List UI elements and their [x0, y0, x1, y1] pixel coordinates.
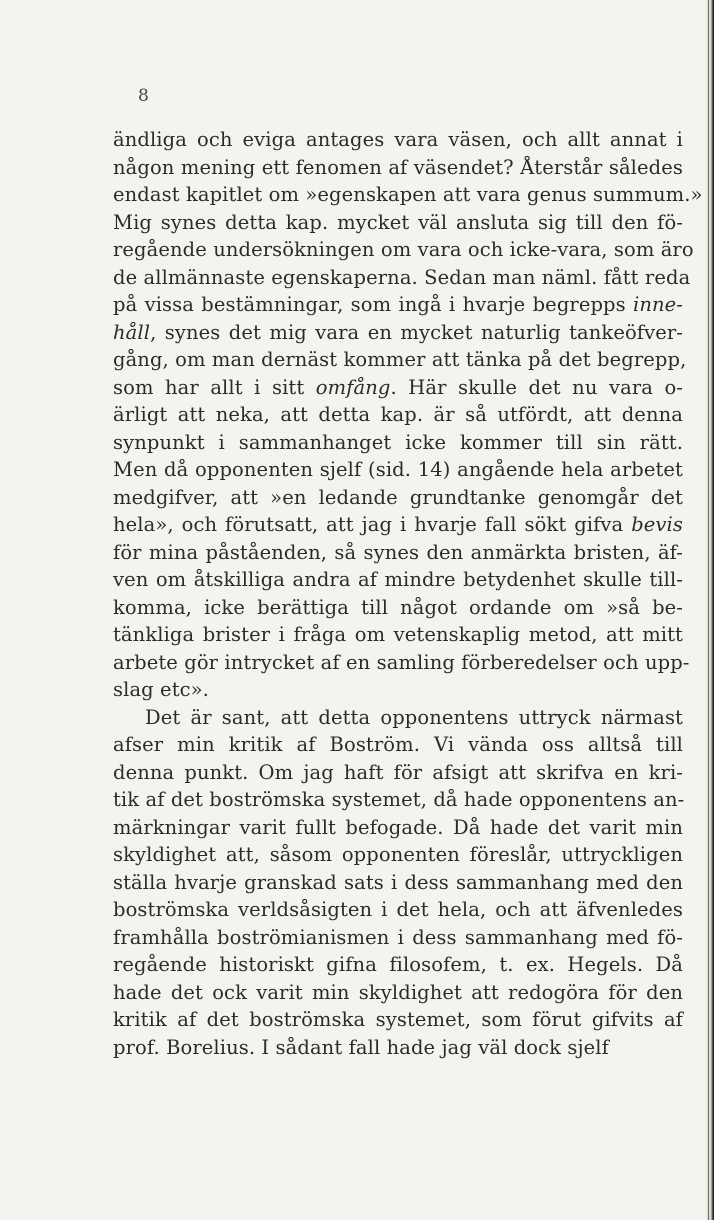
text-line: Det är sant, att detta opponentens uttryck närmast	[145, 705, 683, 729]
text-line: synpunkt i sammanhanget icke kommer till sin rätt.	[113, 430, 683, 454]
text-line: slag etc».	[113, 678, 209, 701]
text-line: ven om åtskilliga andra af mindre betydenhet skulle till-	[113, 568, 683, 591]
page-number: 8	[138, 86, 149, 106]
text-line: regående undersökningen om vara och icke-vara, som äro	[113, 238, 694, 261]
text-line: någon mening ett fenomen af väsendet? Återstår således	[113, 155, 683, 179]
text-line: Men då opponenten sjelf (sid. 14) angående hela arbetet	[113, 458, 683, 481]
paragraph-2	[113, 704, 683, 732]
text-line: som har allt i sitt omfång. Här skulle det nu vara o-	[113, 375, 683, 399]
text-line: ärligt att neka, att detta kap. är så utfördt, att denna	[113, 403, 683, 426]
text-line: tik af det boströmska systemet, då hade opponentens an-	[113, 788, 685, 811]
text-line: de allmännaste egenskaperna. Sedan man näml. fått reda	[113, 265, 691, 289]
text-line: tänkliga brister i fråga om vetenskaplig metod, att mitt	[113, 623, 683, 646]
text-line: hela», och förutsatt, att jag i hvarje fall sökt gifva bevis	[113, 513, 683, 536]
text-line: på vissa bestämningar, som ingå i hvarje begrepps inne-	[113, 293, 683, 316]
text-line: framhålla boströmianismen i dess sammanhang med fö-	[113, 925, 683, 949]
text-line: håll, synes det mig vara en mycket naturlig tankeöfver-	[113, 320, 683, 344]
text-line: skyldighet att, såsom opponenten föreslår, uttryckligen	[113, 843, 683, 866]
text-line: hade det ock varit min skyldighet att redogöra för den	[113, 980, 683, 1004]
text-line: komma, icke berättiga till något ordande om »så be-	[113, 595, 683, 619]
text-line: boströmska verldsåsigten i det hela, och att äfvenledes	[113, 898, 683, 921]
text-line: endast kapitlet om »egenskapen att vara genus summum.»	[113, 183, 703, 206]
page-edge	[706, 0, 714, 1220]
text-line: ställa hvarje granskad sats i dess sammanhang med den	[113, 870, 683, 894]
text-line: märkningar varit fullt befogade. Då hade det varit min	[113, 815, 683, 839]
text-line: prof. Borelius. I sådant fall hade jag väl dock sjelf	[113, 1035, 609, 1059]
text-line: för mina påståenden, så synes den anmärkta bristen, äf-	[113, 540, 683, 564]
text-line: gång, om man dernäst kommer att tänka på det begrepp,	[113, 348, 687, 371]
paragraph-2-body	[113, 731, 683, 1061]
text-line: medgifver, att »en ledande grundtanke genomgår det	[113, 485, 683, 509]
text-line: denna punkt. Om jag haft för afsigt att skrifva en kri-	[113, 760, 683, 784]
text-line: Mig synes detta kap. mycket väl ansluta sig till den fö-	[113, 210, 683, 234]
text-line: ändliga och eviga antages vara väsen, och allt annat i	[113, 128, 683, 151]
paragraph-1	[113, 126, 703, 704]
text-line: regående historiskt gifna filosofem, t. ex. Hegels. Då	[113, 953, 683, 976]
text-line: arbete gör intrycket af en samling förberedelser och upp-	[113, 650, 690, 674]
text-line: kritik af det boströmska systemet, som förut gifvits af	[113, 1008, 683, 1031]
text-line: afser min kritik af Boström. Vi vända oss alltså till	[113, 733, 683, 756]
body-text	[113, 126, 703, 1061]
